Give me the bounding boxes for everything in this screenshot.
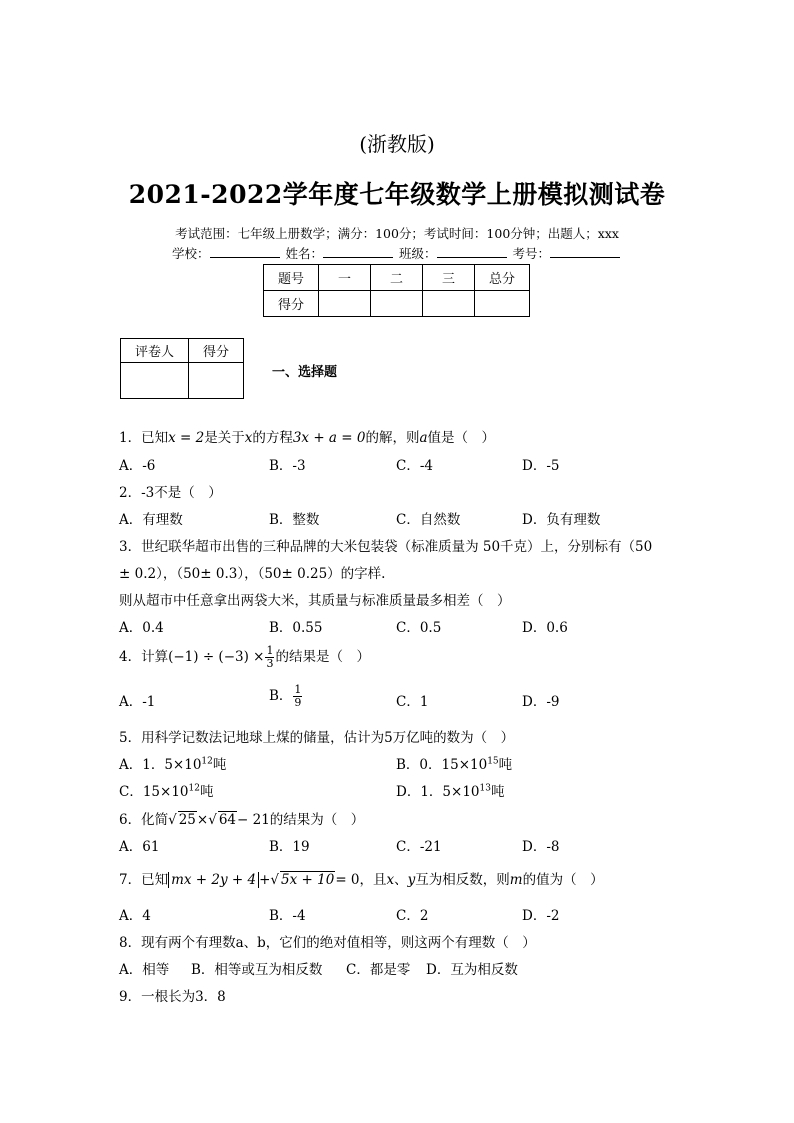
page-title: 2021-2022学年度七年级数学上册模拟测试卷 [128, 180, 666, 209]
score-table [263, 264, 530, 317]
option-a: A．61 [119, 839, 160, 855]
option-a: A．相等 [119, 962, 170, 978]
option-c: C．2 [396, 908, 429, 924]
school-label: 学校： [171, 246, 210, 261]
student-fields [0, 244, 794, 262]
question-3-line2: ± 0.2），（50± 0.3），（50± 0.25）的字样. [119, 566, 386, 582]
option-d: D．互为相反数 [426, 962, 518, 978]
option-d: D．负有理数 [522, 512, 601, 528]
option-b: B．相等或互为相反数 [191, 962, 323, 978]
option-d: D．1．$5\times 10^{13}$吨 [396, 783, 505, 800]
option-d: D．0.6 [522, 620, 568, 636]
score-header: 题号 [264, 265, 319, 291]
score-header: 一 [319, 265, 371, 291]
exam-number-label: 考号： [512, 246, 550, 261]
option-a: A．-6 [119, 458, 156, 474]
option-b: B．-4 [269, 908, 306, 924]
score-cell[interactable] [475, 291, 530, 317]
grader-cell[interactable] [121, 363, 189, 399]
option-d: D．-9 [522, 694, 560, 710]
name-field[interactable] [323, 246, 393, 258]
question-5: 5．用科学记数法记地球上煤的储量，估计为5万亿吨的数为（ ） [119, 730, 515, 746]
option-c: C．-21 [396, 839, 442, 855]
school-field[interactable] [210, 246, 280, 258]
score-header: 二 [371, 265, 423, 291]
option-a: A．-1 [119, 694, 156, 710]
score-cell[interactable] [371, 291, 423, 317]
question-9: 9．一根长为3．8 [119, 989, 226, 1005]
option-d: D．-2 [522, 908, 560, 924]
option-a: A．4 [119, 908, 151, 924]
option-a: A．1．$5\times 10^{12}$吨 [119, 756, 227, 773]
class-field[interactable] [437, 246, 507, 258]
option-d: D．-5 [522, 458, 560, 474]
question-2: 2．-3不是（ ） [119, 485, 222, 501]
name-label: 姓名： [285, 246, 323, 261]
score-cell[interactable] [423, 291, 475, 317]
option-b: B．0.55 [269, 620, 323, 636]
option-b: B．19 [269, 839, 310, 855]
option-c: C．都是零 [346, 962, 411, 978]
question-4: 4．计算(−1) ÷ (−3) × $\frac{1}{3}$ 的结果是（ ） [119, 644, 370, 670]
option-a: A．有理数 [119, 512, 183, 528]
option-b: B．-3 [269, 458, 306, 474]
question-8: 8．现有两个有理数a、b，它们的绝对值相等，则这两个有理数（ ） [119, 935, 536, 951]
option-b: B． $\frac{1}{9}$ [269, 683, 302, 709]
question-3-line3: 则从超市中任意拿出两袋大米，其质量与标准质量最多相差（ ） [119, 593, 511, 609]
option-a: A．0.4 [119, 620, 164, 636]
option-c: C．1 [396, 694, 429, 710]
score-header: 三 [423, 265, 475, 291]
score-header: 总分 [475, 265, 530, 291]
score-cell[interactable] [319, 291, 371, 317]
option-b: B．整数 [269, 512, 320, 528]
section-title: 一、选择题 [272, 365, 338, 380]
option-c: C．-4 [396, 458, 433, 474]
option-c: C．自然数 [396, 512, 461, 528]
class-label: 班级： [398, 246, 437, 261]
exam-info: 考试范围：七年级上册数学；满分：100分；考试时间：100分钟；出题人；xxx [175, 226, 619, 241]
grader-table [120, 338, 244, 399]
option-c: C．0.5 [396, 620, 442, 636]
question-7: 7．已知 mx + 2y + 4 +√ 5x + 10= 0，且x、y互为相反数，则m的值为（ ） [119, 872, 604, 888]
score-row-label: 得分 [264, 291, 319, 317]
grader-cell[interactable] [189, 363, 244, 399]
option-d: D．-8 [522, 839, 560, 855]
question-3-line1: 3．世纪联华超市出售的三种品牌的大米包装袋（标准质量为 50千克）上，分别标有（50 [119, 539, 653, 555]
option-c: C．$15\times 10^{12}$吨 [119, 783, 214, 800]
question-6: 6．化简√ 25×√ 64− 21的结果为（ ） [119, 812, 365, 828]
question-1: 1．已知x = 2是关于x的方程3x + a = 0的解，则a值是（ ） [119, 430, 496, 446]
grader-header: 评卷人 [121, 339, 189, 363]
grader-header: 得分 [189, 339, 244, 363]
exam-number-field[interactable] [550, 246, 620, 258]
option-b: B．0．$15\times 10^{15}$吨 [396, 756, 513, 773]
subtitle: (浙教版) [359, 132, 435, 156]
